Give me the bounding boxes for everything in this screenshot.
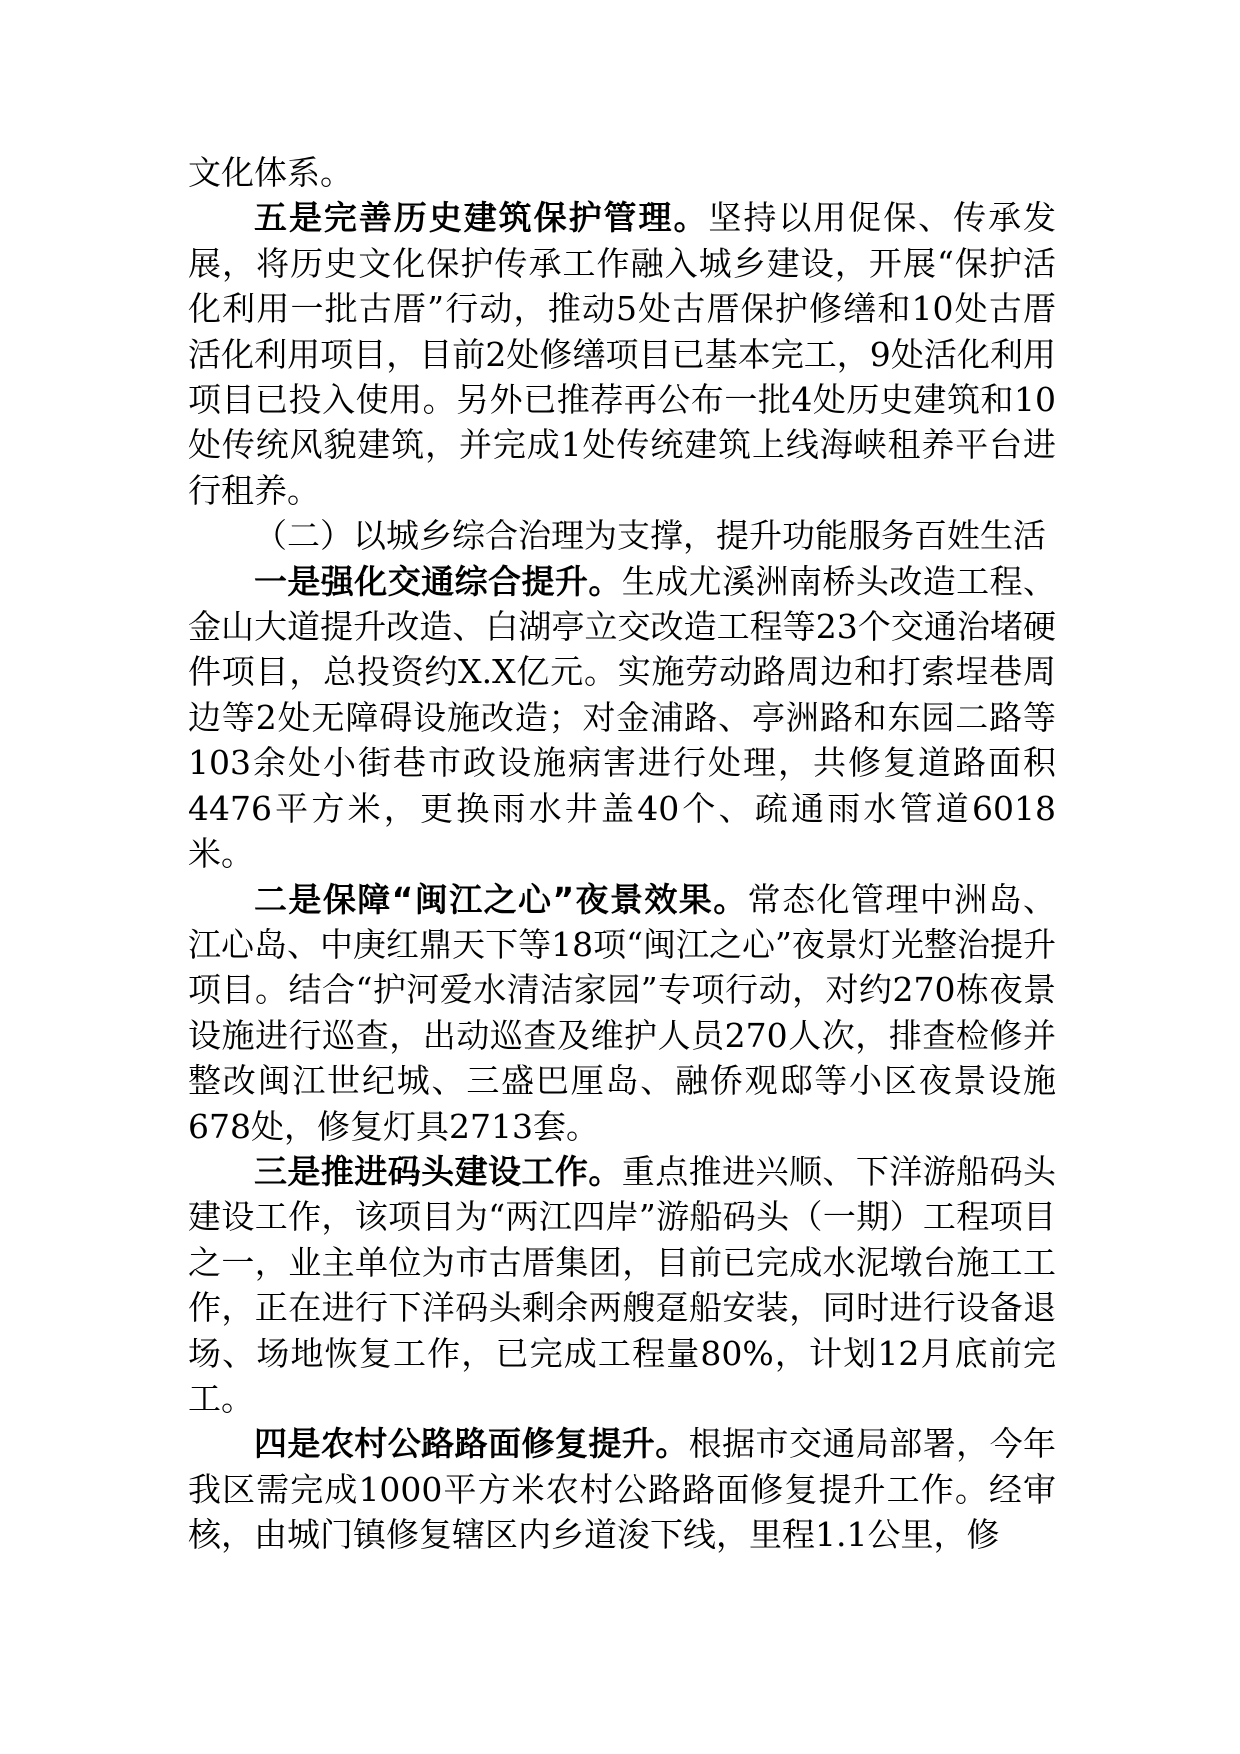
paragraph-culture-system	[188, 150, 1056, 195]
paragraph-lead: 一是强化交通综合提升。	[254, 561, 622, 601]
section-heading-urban-rural-governance	[188, 513, 1056, 558]
paragraph-text: 根据市交通局部署，今年我区需完成1000平方米农村公路路面修复提升工作。经审核，由城门镇修复辖区内乡道浚下线，里程1.1公里，修	[188, 1424, 1057, 1555]
paragraph-historic-buildings	[188, 195, 1056, 513]
paragraph-lead: 三是推进码头建设工作。	[254, 1151, 622, 1191]
paragraph-lead: 二是保障“闽江之心”夜景效果。	[254, 879, 748, 919]
paragraph-rural-roads	[188, 1421, 1056, 1557]
paragraph-lead: 五是完善历史建筑保护管理。	[254, 198, 709, 238]
paragraph-lead: 四是农村公路路面修复提升。	[254, 1424, 689, 1464]
paragraph-text: （二）以城乡综合治理为支撑，提升功能服务百姓生活	[254, 516, 1046, 556]
paragraph-text: 重点推进兴顺、下洋游船码头建设工作，该项目为“两江四岸”游船码头（一期）工程项目之一，业主单位为市古厝集团，目前已完成水泥墩台施工工作，正在进行下洋码头剩余两艘趸船安装，同时进行设备退场、场地恢复工作，已完成工程量80%，计划12月底前完工。	[188, 1151, 1057, 1418]
paragraph-text: 常态化管理中洲岛、江心岛、中庚红鼎天下等18项“闽江之心”夜景灯光整治提升项目。结合“护河爱水清洁家园”专项行动，对约270栋夜景设施进行巡查，出动巡查及维护人员270人次，排查检修并整改闽江世纪城、三盛巴厘岛、融侨观邸等小区夜景设施678处，修复灯具2713套。	[188, 879, 1056, 1146]
paragraph-wharf	[188, 1149, 1056, 1421]
paragraph-text: 生成尤溪洲南桥头改造工程、金山大道提升改造、白湖亭立交改造工程等23个交通治堵硬件项目，总投资约X.X亿元。实施劳动路周边和打索埕巷周边等2处无障碍设施改造；对金浦路、亭洲路和东园二路等103余处小街巷市政设施病害进行处理，共修复道路面积4476平方米，更换雨水井盖40个、疏通雨水管道6018米。	[188, 561, 1057, 874]
paragraph-night-scene	[188, 877, 1056, 1149]
document-body	[188, 150, 1056, 1558]
paragraph-traffic	[188, 559, 1056, 877]
paragraph-text: 坚持以用促保、传承发展，将历史文化保护传承工作融入城乡建设，开展“保护活化利用一批古厝”行动，推动5处古厝保护修缮和10处古厝活化利用项目，目前2处修缮项目已基本完工，9处活化利用项目已投入使用。另外已推荐再公布一批4处历史建筑和10处传统风貌建筑，并完成1处传统建筑上线海峡租养平台进行租养。	[188, 198, 1057, 510]
paragraph-text: 文化体系。	[188, 153, 353, 192]
